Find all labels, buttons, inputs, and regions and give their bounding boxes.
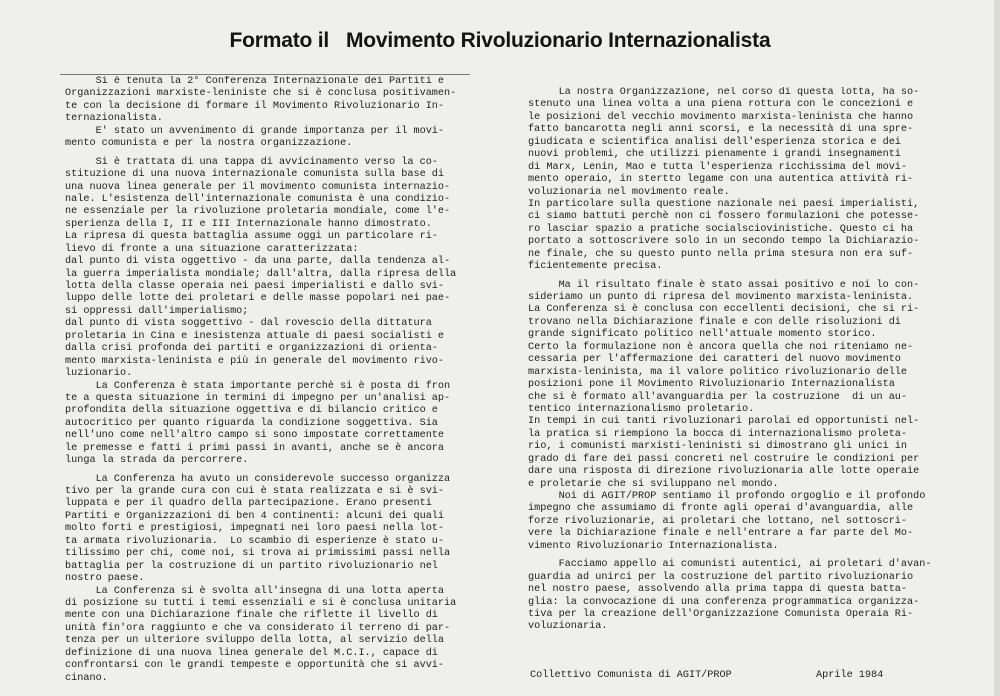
left-text-column: [65, 76, 477, 692]
text-line: ro lasciar spazio a pratiche socialsciovinistiche. Questo ci ha: [528, 223, 914, 235]
text-line: E' stato un avvenimento di grande importanza per il movi-: [65, 125, 445, 137]
text-line: nuovi problemi, che utilizzi pienamente i grandi insegnamenti: [528, 149, 901, 161]
text-line: La Conferenza si è svolta all'insegna di una lotta aperta: [65, 585, 445, 597]
text-line: luppo delle lotte dei proletari e delle masse popolari nei pae-: [65, 293, 451, 305]
text-line: e proletarie che si sviluppano nel mondo.: [528, 478, 779, 490]
text-line: cessaria per l'affermazione dei caratteri del nuovo movimento: [528, 354, 901, 366]
text-line: giudicata e scientifica analisi dell'esperienza storica e dei: [528, 136, 901, 148]
text-line: nell'uno come nell'altro campo si sono impostate correttamente: [65, 430, 445, 442]
text-line: tenza per un ulteriore sviluppo della lotta, al servizio della: [65, 635, 445, 647]
text-line: mento marxista-leninista e più in generale del movimento rivo-: [65, 355, 445, 367]
text-line: dalla crisi profonda dei partiti e organizzazioni di orienta-: [65, 343, 438, 355]
text-line: Certo la formulazione non è ancora quella che noi riteniamo ne-: [528, 341, 914, 353]
text-line: La Conferenza si è conclusa con eccellenti decisioni, che si ri-: [528, 304, 920, 316]
text-line: vimento Rivoluzionario Internazionalista.: [528, 540, 779, 552]
text-line: te con la decisione di formare il Movimento Rivoluzionario In-: [65, 100, 445, 112]
text-line: trovano nella Dichiarazione finale e con delle risoluzioni di: [528, 316, 901, 328]
text-line: vere la Dichiarazione finale e nell'entrare a far parte del Mo-: [528, 528, 914, 540]
text-line: te a questa situazione in termini di impegno per un'analisi ap-: [65, 392, 451, 404]
text-line: sperienza della I, II e III Internazionale hanno dimostrato.: [65, 218, 432, 230]
text-line: ne finale, che su questo punto nella prima stesura non era suf-: [528, 248, 914, 260]
text-line: tivo per la grande cura con cui è stata realizzata e si è svi-: [65, 486, 445, 497]
text-line: che si è formato all'avanguardia per la costruzione di un au-: [528, 391, 908, 403]
text-line: luppata e per il quadro della partecipazione. Erano presenti: [65, 498, 432, 510]
text-line: La nostra Organizzazione, nel corso di questa lotta, ha so-: [528, 87, 920, 98]
text-line: tiva per la creazione dell'Organizzazione Comunista Operaia Ri-: [528, 608, 914, 620]
text-line: voluzionaria.: [528, 621, 608, 633]
text-line: La Conferenza ha avuto un considerevole successo organizza: [65, 473, 451, 485]
text-line: Partiti e Organizzazioni di ben 4 continenti: alcuni dei quali: [65, 510, 445, 522]
text-line: ternazionalista.: [65, 113, 163, 125]
text-line: mente con una Dichiarazione finale che riflette il livello di: [65, 610, 438, 622]
text-line: la guerra imperialista mondiale; dall'altra, dalla ripresa della: [65, 268, 457, 280]
text-line: voluzionaria nel movimento reale.: [528, 186, 730, 198]
text-line: Si è tenuta la 2° Conferenza Internazionale dei Partiti e: [65, 76, 445, 87]
text-line: dal punto di vista oggettivo - da una parte, dalla tendenza al-: [65, 256, 451, 268]
text-line: rio, i comunisti marxisti-leninisti si dimostrano gli unici in: [528, 441, 908, 453]
text-line: di posizione su tutti i temi essenziali e si è conclusa unitaria: [65, 597, 457, 609]
text-line: mento operaio, in stertto legame con una autentica attività ri-: [528, 174, 914, 186]
text-line: tilissimo per chi, come noi, si trova ai primissimi passi nella: [65, 548, 451, 560]
text-line: La Conferenza è stata importante perchè si è posta di fron: [65, 380, 451, 392]
text-line: fatto bancarotta negli anni scorsi, e la necessità di una spre-: [528, 124, 914, 136]
text-line: proletaria in Cina e inesistenza attuale di paesi socialisti e: [65, 330, 445, 342]
text-line: unità fin'ora raggiunto e che va considerato il terreno di par-: [65, 622, 451, 634]
text-line: la pratica si riempiono la bocca di internazionalismo proleta-: [528, 428, 908, 440]
text-line: confrontarsi con le grandi tempeste e opportunità che si avvi-: [65, 660, 445, 672]
text-line: ci siamo battuti perchè non ci fossero formulazioni che potesse-: [528, 211, 920, 223]
text-line: luzionario.: [65, 368, 133, 380]
text-line: profondita della situazione oggettiva e di bilancio critico e: [65, 405, 438, 417]
text-line: marxista-leninista, ma il valore politico rivoluzionario delle: [528, 366, 908, 378]
page-edge-shadow: [994, 0, 1000, 696]
text-line: glia: la convocazione di una conferenza programmatica organizza-: [528, 596, 920, 608]
text-line: le premesse e fatti i primi passi in avanti, anche se è ancora: [65, 442, 445, 454]
text-line: La ripresa di questa battaglia assume oggi un particolare ri-: [65, 231, 438, 243]
text-line: stenuto una linea volta a una piena rottura con le concezioni e: [528, 99, 914, 111]
text-line: Si è trattata di una tappa di avvicinamento verso la co-: [65, 156, 438, 168]
text-line: si oppressi dall'imperialismo;: [65, 305, 249, 317]
text-line: lievo di fronte a una situazione caratterizzata:: [65, 243, 359, 255]
text-line: di Marx, Lenin, Mao e tutta l'esperienza ricchissima del movi-: [528, 161, 908, 173]
text-line: le posizioni del vecchio movimento marxista-leninista che hanno: [528, 111, 914, 123]
text-line: ficientemente precisa.: [528, 261, 663, 273]
text-line: sideriamo un punto di ripresa del movimento marxista-leninista.: [528, 292, 914, 303]
text-line: ta armata rivoluzionaria. Lo scambio di esperienze è stato u-: [65, 535, 445, 547]
text-line: cinano.: [65, 672, 108, 684]
text-line: portato a sottoscrivere solo in un secondo tempo la Dichiarazio-: [528, 236, 920, 248]
text-line: guardia ad unirci per la costruzione del partito rivoluzionario: [528, 571, 914, 583]
text-line: impegno che assumiamo di fronte agli operai d'avanguardia, alle: [528, 503, 914, 515]
text-line: autocritico per quanto riguarda la condizione soggettiva. Sia: [65, 417, 438, 429]
text-line: tentico internazionalismo proletario.: [528, 403, 755, 415]
text-line: lotta della classe operaia nei paesi imperialisti e dallo svi-: [65, 281, 445, 292]
text-line: nel nostro paese, assolvendo alla prima tappa di questa batta-: [528, 584, 908, 596]
page-title: Formato il Movimento Rivoluzionario Internazionalista: [229, 29, 771, 52]
text-line: posizioni pone il Movimento Rivoluzionario Internazionalista: [528, 379, 895, 391]
text-line: lunga la strada da percorrere.: [65, 455, 249, 467]
text-line: ne essenziale per la rivoluzione proletaria mondiale, come l'e-: [65, 206, 451, 218]
text-line: nostro paese.: [65, 573, 145, 585]
text-line: molto forti e prestigiosi, impegnati nei loro paesi nella lot-: [65, 523, 445, 535]
right-text-column: [528, 87, 946, 677]
text-line: battaglia per la costruzione di un partito rivoluzionario nel: [65, 560, 438, 572]
text-line: Organizzazioni marxiste-leniniste che si è conclusa positivamen-: [65, 88, 457, 100]
text-line: Facciamo appello ai comunisti autentici, ai proletari d'avan-: [528, 559, 932, 571]
text-line: In particolare sulla questione nazionale nei paesi imperialisti,: [528, 198, 920, 210]
text-line: grande significato politico nell'attuale momento storico.: [528, 329, 877, 341]
signature: Collettivo Comunista di AGIT/PROP: [530, 670, 732, 681]
text-line: stituzione di una nuova internazionale comunista sulla base di: [65, 169, 445, 181]
text-line: forze rivoluzionarie, ai proletari che lottano, nel sottoscri-: [528, 515, 908, 527]
text-line: dare una risposta di direzione rivoluzionaria alle lotte operaie: [528, 466, 920, 478]
text-line: definizione di una nuova linea generale del M.C.I., capace di: [65, 647, 438, 659]
text-line: una nuova linea generale per il movimento comunista internazio-: [65, 181, 451, 193]
date: Aprile 1984: [816, 670, 884, 681]
text-line: Ma il risultato finale è stato assai positivo e noi lo con-: [528, 279, 920, 291]
text-line: In tempi in cui tanti rivoluzionari parolai ed opportunisti nel-: [528, 416, 920, 428]
text-line: Noi di AGIT/PROP sentiamo il profondo orgoglio e il profondo: [528, 491, 926, 502]
divider-line: [60, 74, 470, 75]
text-line: nale. L'esistenza dell'internazionale comunista è una condizio-: [65, 193, 451, 205]
text-line: mento comunista e per la nostra organizzazione.: [65, 138, 353, 150]
text-line: grado di fare dei passi concreti nel costruire le condizioni per: [528, 453, 920, 465]
text-line: dal punto di vista soggettivo - dal rovescio della dittatura: [65, 318, 432, 330]
